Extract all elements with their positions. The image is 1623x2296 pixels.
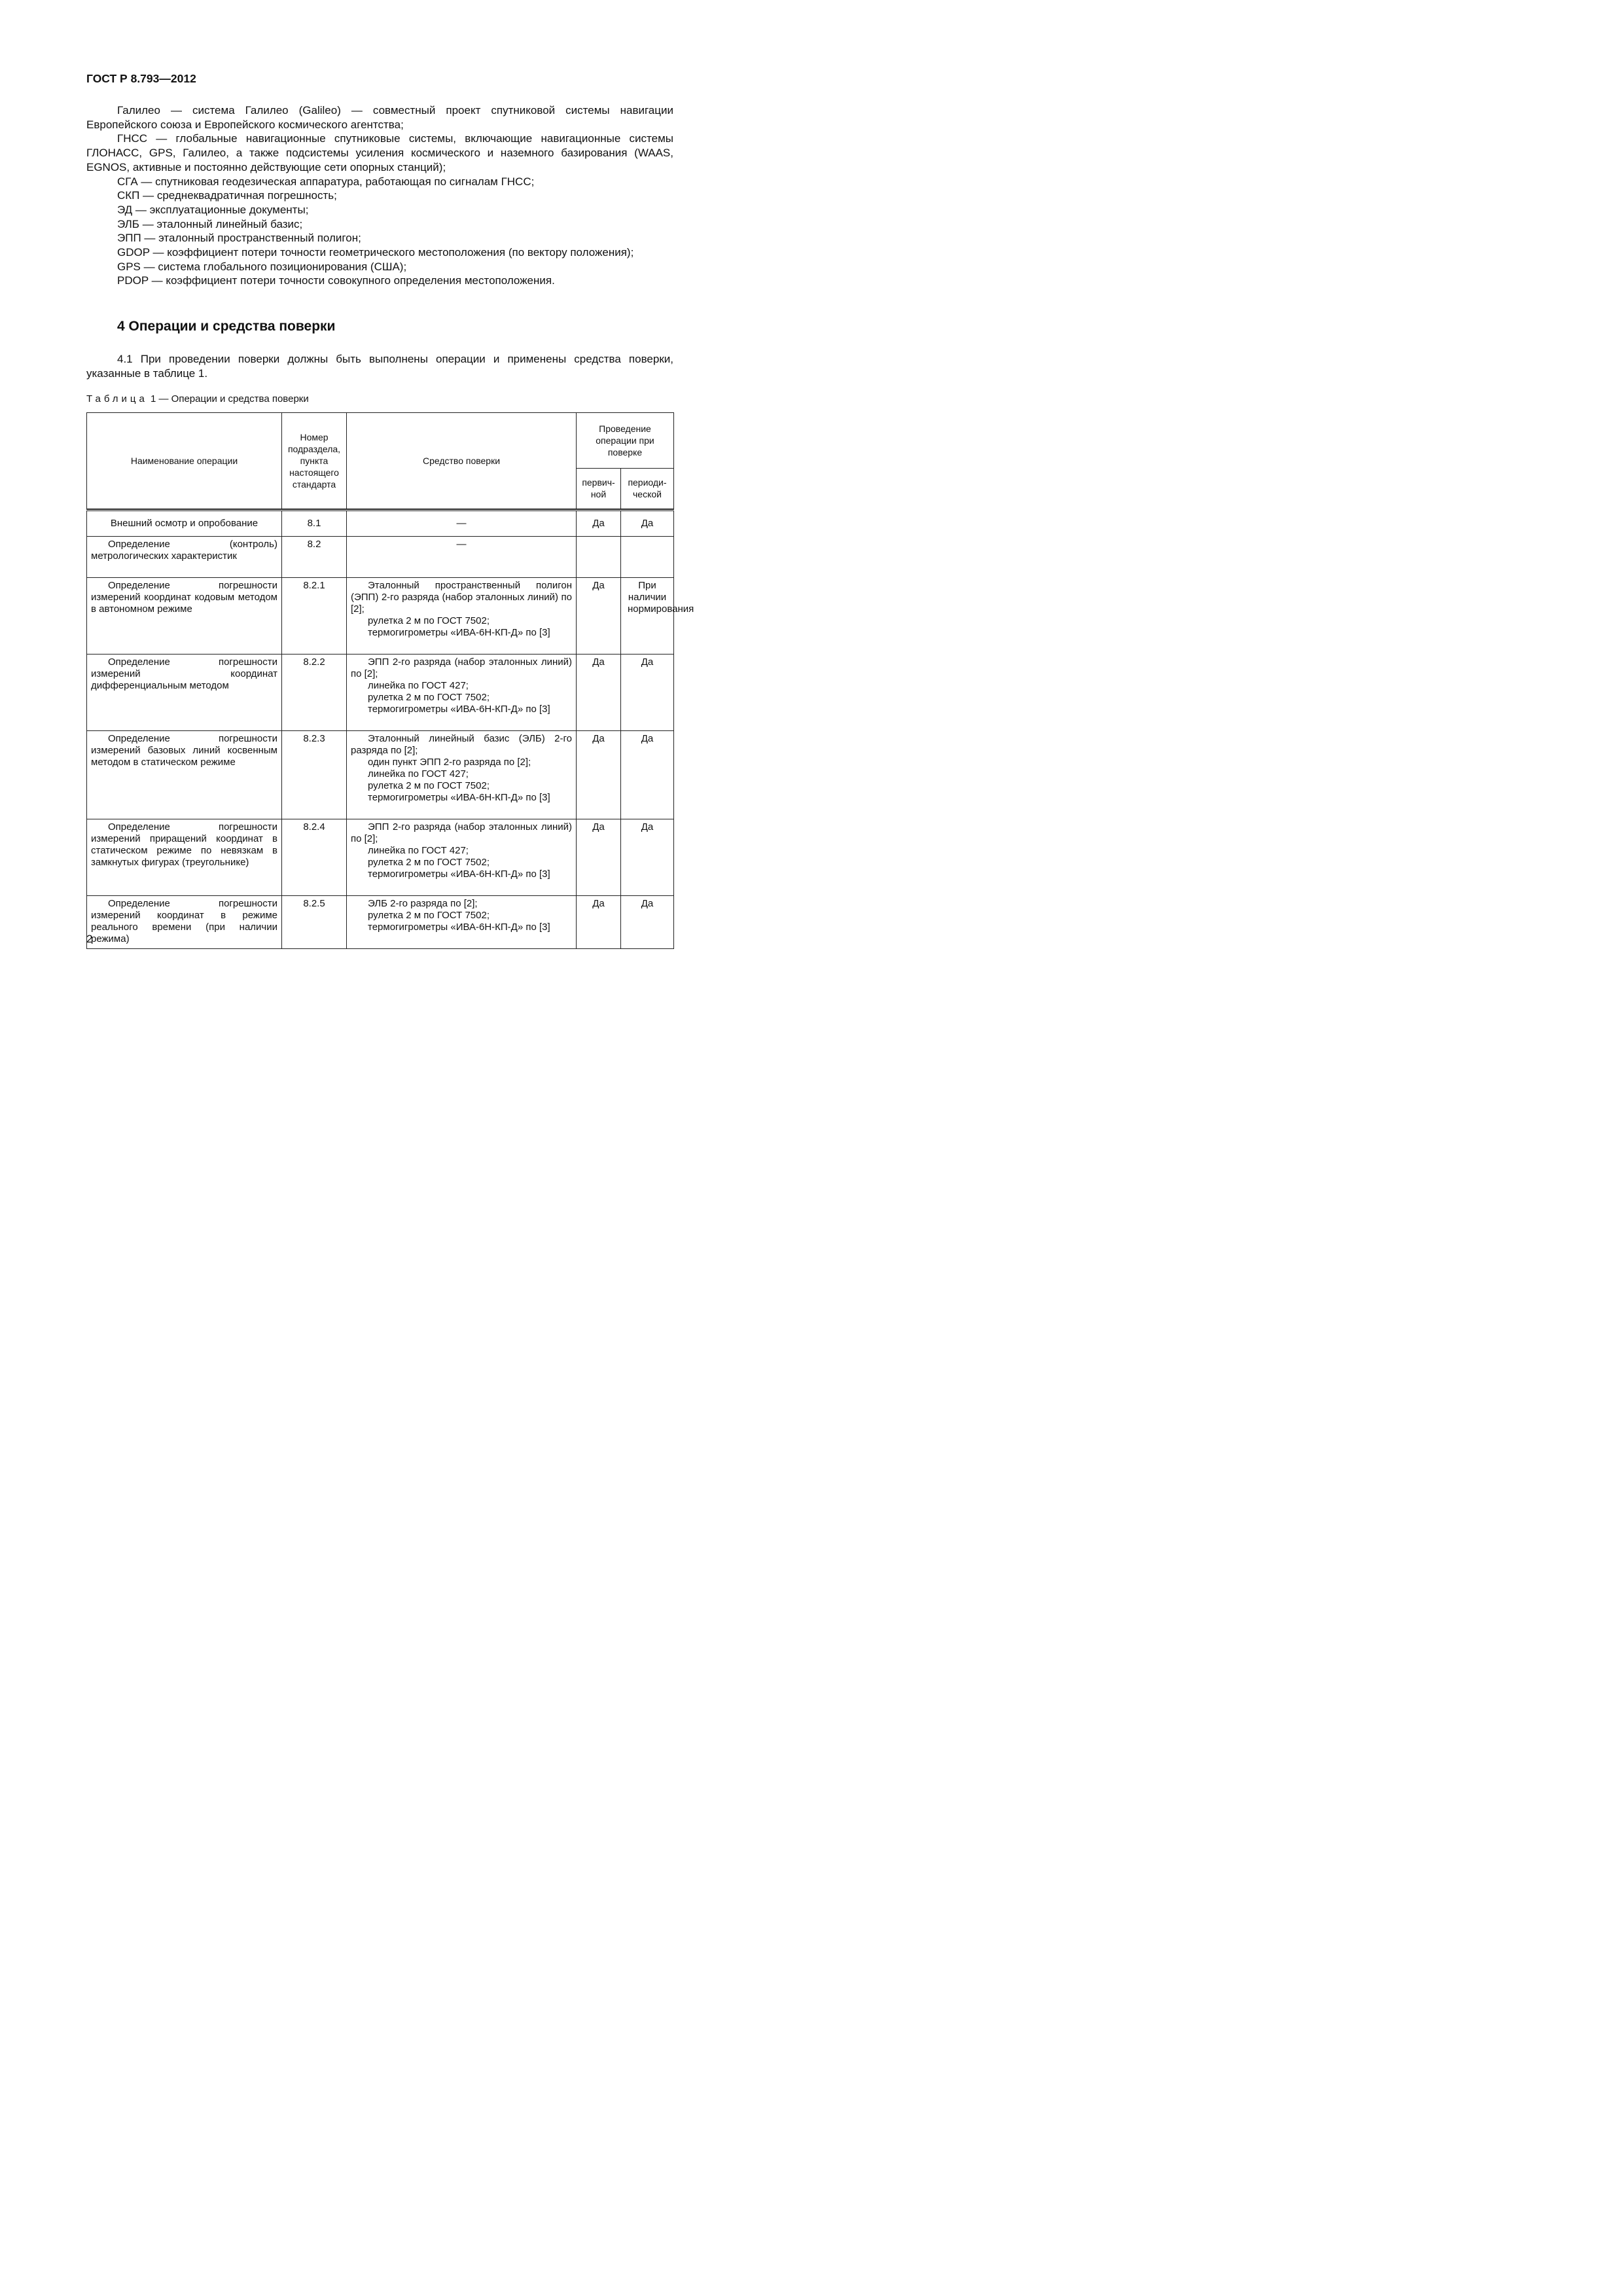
tool-line: рулетка 2 м по ГОСТ 7502; [368, 780, 490, 791]
table-row [87, 655, 674, 731]
table-caption-label: Таблица [86, 393, 148, 404]
periodic-cell: При наличии нормирования [621, 578, 674, 655]
tool-line: ЭПП 2-го разряда (набор эталонных линий) по [2]; [351, 656, 572, 679]
number-cell: 8.2.2 [282, 655, 347, 731]
abbreviation-item: GDOP — коэффициент потери точности геометрического местоположения (по вектору положения); [117, 246, 634, 259]
tool-line: линейка по ГОСТ 427; [368, 680, 469, 691]
tool-line: рулетка 2 м по ГОСТ 7502; [368, 692, 490, 703]
table-row [87, 537, 674, 578]
tool-line: ЭПП 2-го разряда (набор эталонных линий) по [2]; [351, 821, 572, 844]
tool-line: один пункт ЭПП 2-го разряда по [2]; [368, 757, 531, 768]
tool-line: Эталонный пространственный полигон (ЭПП) 2-го разряда (набор эталонных линий) по [2]; [351, 580, 572, 615]
header-periodic: периоди-ческой [621, 468, 674, 509]
operation-cell: Определение погрешности измерений приращений координат в статическом режиме по невязкам в замкнутых фигурах (треугольнике) [87, 819, 282, 896]
header-operation: Наименование операции [87, 413, 282, 509]
abbreviation-item: СКП — среднеквадратичная погрешность; [117, 189, 337, 202]
header-conduct: Проведение операции при поверке [577, 413, 674, 469]
tool-line: термогигрометры «ИВА-6Н-КП-Д» по [3] [368, 627, 550, 638]
header-tool: Средство поверки [347, 413, 577, 509]
table-row [87, 731, 674, 819]
tool-line: термогигрометры «ИВА-6Н-КП-Д» по [3] [368, 792, 550, 803]
header-primary: первич-ной [577, 468, 621, 509]
tool-cell [347, 578, 577, 655]
tool-line: термогигрометры «ИВА-6Н-КП-Д» по [3] [368, 869, 550, 880]
abbreviations-list [86, 103, 673, 288]
operation-cell: Определение (контроль) метрологических характеристик [87, 537, 282, 578]
abbreviation-item: ЭД — эксплуатационные документы; [117, 203, 309, 216]
abbreviation-item: Галилео — система Галилео (Galileo) — совместный проект спутниковой системы навигации Европейского союза и Европейского космического агентства; [86, 104, 673, 131]
operation-cell: Определение погрешности измерений базовых линий косвенным методом в статическом режиме [87, 731, 282, 819]
abbreviation-item: ЭЛБ — эталонный линейный базис; [117, 217, 303, 230]
primary-cell: Да [577, 896, 621, 949]
primary-cell [577, 537, 621, 578]
periodic-cell: Да [621, 731, 674, 819]
tool-cell [347, 819, 577, 896]
primary-cell: Да [577, 655, 621, 731]
page-number: 2 [86, 933, 93, 945]
tool-cell [347, 896, 577, 949]
table-caption-text: 1 — Операции и средства поверки [151, 393, 309, 404]
number-cell: 8.2.3 [282, 731, 347, 819]
tool-line: рулетка 2 м по ГОСТ 7502; [368, 615, 490, 626]
table-body [87, 511, 694, 949]
number-cell: 8.2 [282, 537, 347, 578]
operations-table [86, 412, 694, 949]
table-caption [86, 393, 309, 404]
tool-line: рулетка 2 м по ГОСТ 7502; [368, 857, 490, 868]
tool-cell [347, 655, 577, 731]
tool-line: рулетка 2 м по ГОСТ 7502; [368, 910, 490, 921]
tool-line: — [456, 539, 467, 550]
header-number: Номер подраздела, пункта настоящего стандарта [282, 413, 347, 509]
paragraph-4-1: 4.1 При проведении поверки должны быть выполнены операции и применены средства поверки, указанные в таблице 1. [86, 353, 673, 380]
abbreviation-item: PDOP — коэффициент потери точности совокупного определения местоположения. [117, 274, 555, 287]
primary-cell: Да [577, 578, 621, 655]
periodic-cell: Да [621, 511, 674, 537]
number-cell: 8.2.4 [282, 819, 347, 896]
abbreviation-item: ГНСС — глобальные навигационные спутниковые системы, включающие навигационные системы ГЛОНАСС, GPS, Галилео, а также подсистемы усиления космического и наземного базирования (WAAS, EGNOS, активные и постоянно действующие сети опорных станций); [86, 132, 673, 173]
section-title: 4 Операции и средства поверки [117, 319, 336, 334]
tool-line: линейка по ГОСТ 427; [368, 845, 469, 856]
periodic-cell: Да [621, 819, 674, 896]
operation-cell: Определение погрешности измерений координат дифференциальным методом [87, 655, 282, 731]
tool-cell [347, 511, 577, 537]
tool-line: термогигрометры «ИВА-6Н-КП-Д» по [3] [368, 922, 550, 933]
operation-cell: Определение погрешности измерений координат в режиме реального времени (при наличии режима) [87, 896, 282, 949]
operation-cell: Определение погрешности измерений координат кодовым методом в автономном режиме [87, 578, 282, 655]
tool-line: — [456, 518, 467, 529]
table-row [87, 819, 674, 896]
abbreviation-item: СГА — спутниковая геодезическая аппаратура, работающая по сигналам ГНСС; [117, 175, 535, 188]
table-row [87, 511, 674, 537]
number-cell: 8.1 [282, 511, 347, 537]
primary-cell: Да [577, 511, 621, 537]
number-cell: 8.2.1 [282, 578, 347, 655]
tool-line: Эталонный линейный базис (ЭЛБ) 2-го разряда по [2]; [351, 733, 572, 756]
tool-line: ЭЛБ 2-го разряда по [2]; [368, 898, 478, 909]
table-row [87, 578, 674, 655]
periodic-cell: Да [621, 896, 674, 949]
table-header-row [87, 413, 674, 469]
table-row [87, 896, 674, 949]
tool-line: линейка по ГОСТ 427; [368, 768, 469, 780]
operation-cell: Внешний осмотр и опробование [87, 511, 282, 537]
primary-cell: Да [577, 731, 621, 819]
tool-cell [347, 731, 577, 819]
periodic-cell: Да [621, 655, 674, 731]
abbreviation-item: ЭПП — эталонный пространственный полигон; [117, 232, 361, 245]
primary-cell: Да [577, 819, 621, 896]
abbreviation-item: GPS — система глобального позиционирования (США); [117, 260, 407, 273]
document-page [0, 0, 720, 1016]
tool-line: термогигрометры «ИВА-6Н-КП-Д» по [3] [368, 704, 550, 715]
tool-cell [347, 537, 577, 578]
standard-designation: ГОСТ Р 8.793—2012 [86, 72, 196, 85]
number-cell: 8.2.5 [282, 896, 347, 949]
periodic-cell [621, 537, 674, 578]
